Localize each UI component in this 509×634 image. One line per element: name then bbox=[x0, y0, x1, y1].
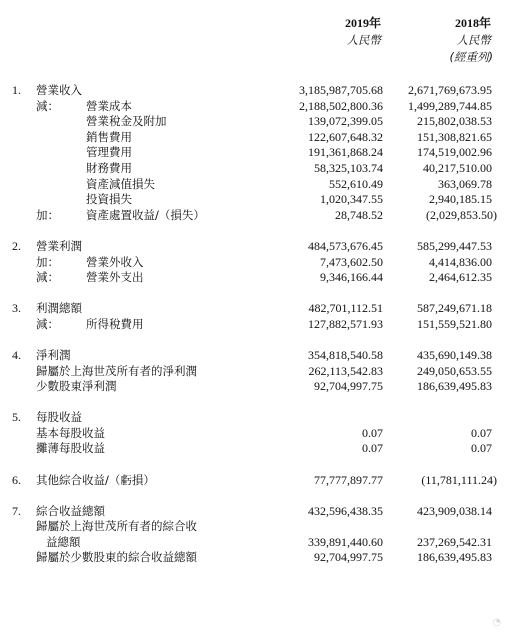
row-label: 資產減值損失 bbox=[86, 176, 155, 191]
value-2019: 339,891,440.60 bbox=[308, 534, 383, 549]
value-2018: 423,909,038.14 bbox=[417, 503, 492, 518]
row-prefix: 減： bbox=[36, 98, 59, 113]
value-2019: 2,188,502,800.36 bbox=[299, 98, 383, 113]
value-2018: 363,069.78 bbox=[438, 176, 492, 191]
value-2018: (11,781,111.24) bbox=[421, 472, 497, 487]
value-2019: 92,704,997.75 bbox=[314, 550, 383, 565]
value-2019: 1,020,347.55 bbox=[320, 192, 383, 207]
row-label: 銷售費用 bbox=[86, 129, 132, 144]
header-2019-currency: 人民幣 bbox=[346, 33, 381, 47]
row-label: 投資損失 bbox=[86, 192, 132, 207]
section-number: 2. bbox=[12, 238, 21, 253]
section-number: 6. bbox=[12, 472, 21, 487]
value-2018: 186,639,495.83 bbox=[417, 379, 492, 394]
value-2019: 28,748.52 bbox=[335, 207, 383, 222]
value-2018: 186,639,495.83 bbox=[417, 550, 492, 565]
value-2019: 262,113,542.83 bbox=[308, 363, 383, 378]
row-label: 營業外收入 bbox=[86, 254, 144, 269]
row-label: 基本每股收益 bbox=[36, 425, 105, 440]
row-label: 營業成本 bbox=[86, 98, 132, 113]
row-prefix: 減： bbox=[36, 316, 59, 331]
value-2019: 482,701,112.51 bbox=[308, 301, 383, 316]
row-label: 營業收入 bbox=[36, 83, 82, 97]
value-2019: 122,607,648.32 bbox=[308, 129, 383, 144]
row-label: 營業利潤 bbox=[36, 238, 82, 253]
row-label: 歸屬於少數股東的綜合收益總額 bbox=[36, 550, 197, 565]
value-2018: 215,802,038.53 bbox=[417, 114, 492, 129]
value-2019: 0.07 bbox=[362, 441, 383, 456]
header-2018-currency: 人民幣 bbox=[456, 33, 491, 47]
header-2018-restated-note: (經重列) bbox=[449, 50, 493, 64]
row-label: 管理費用 bbox=[86, 145, 132, 160]
row-label: 財務費用 bbox=[86, 161, 132, 175]
value-2019: 191,361,868.24 bbox=[308, 145, 383, 160]
value-2019: 432,596,438.35 bbox=[308, 503, 383, 518]
value-2019: 354,818,540.58 bbox=[308, 347, 383, 362]
row-label: 資產處置收益/（損失） bbox=[86, 207, 205, 222]
value-2019: 77,777,897.77 bbox=[314, 472, 383, 487]
section-number: 3. bbox=[12, 301, 21, 316]
row-label: 營業稅金及附加 bbox=[86, 114, 167, 129]
value-2018: 4,414,836.00 bbox=[429, 254, 492, 269]
section-number: 7. bbox=[12, 503, 21, 518]
value-2019: 7,473,602.50 bbox=[320, 254, 383, 269]
row-prefix: 減： bbox=[36, 270, 59, 285]
row-label: 淨利潤 bbox=[36, 347, 71, 362]
row-prefix: 加： bbox=[36, 254, 59, 269]
row-label: 其他綜合收益/（虧損） bbox=[36, 472, 155, 487]
header-2019-year: 2019年 bbox=[344, 16, 381, 30]
value-2018: 0.07 bbox=[471, 441, 492, 456]
value-2019: 127,882,571.93 bbox=[308, 316, 383, 331]
watermark-icon: ◔ bbox=[492, 617, 501, 628]
row-label: 歸屬於上海世茂所有者的淨利潤 bbox=[36, 363, 197, 378]
section-number: 5. bbox=[12, 410, 21, 425]
value-2018: 249,050,653.55 bbox=[417, 363, 492, 378]
value-2018: 2,464,612.35 bbox=[429, 270, 492, 285]
row-prefix: 加： bbox=[36, 207, 59, 222]
row-label: 所得稅費用 bbox=[86, 316, 144, 331]
row-label: 攤薄每股收益 bbox=[36, 441, 105, 456]
value-2019: 58,325,103.74 bbox=[314, 161, 383, 175]
row-label: 益總額 bbox=[46, 534, 81, 549]
value-2019: 0.07 bbox=[362, 425, 383, 440]
value-2018: 237,269,542.31 bbox=[417, 534, 492, 549]
value-2019: 139,072,399.05 bbox=[308, 114, 383, 129]
section-number: 4. bbox=[12, 347, 21, 362]
value-2018: 40,217,510.00 bbox=[423, 161, 492, 175]
row-label: 歸屬於上海世茂所有者的綜合收 bbox=[36, 519, 197, 534]
value-2018: 587,249,671.18 bbox=[417, 301, 492, 316]
row-label: 少數股東淨利潤 bbox=[36, 379, 117, 394]
value-2019: 552,610.49 bbox=[329, 176, 383, 191]
row-label: 營業外支出 bbox=[86, 270, 144, 285]
value-2019: 3,185,987,705.68 bbox=[299, 83, 383, 97]
value-2018: 1,499,289,744.85 bbox=[408, 98, 492, 113]
value-2018: 174,519,002.96 bbox=[417, 145, 492, 160]
row-label: 利潤總額 bbox=[36, 301, 82, 316]
row-label: 每股收益 bbox=[36, 410, 82, 425]
value-2018: 2,940,185.15 bbox=[429, 192, 492, 207]
value-2018: (2,029,853.50) bbox=[426, 207, 497, 222]
row-label: 綜合收益總額 bbox=[36, 503, 105, 518]
value-2019: 484,573,676.45 bbox=[308, 238, 383, 253]
value-2019: 9,346,166.44 bbox=[320, 270, 383, 285]
value-2018: 435,690,149.38 bbox=[417, 347, 492, 362]
section-number: 1. bbox=[12, 83, 21, 97]
value-2018: 585,299,447.53 bbox=[417, 238, 492, 253]
value-2018: 2,671,769,673.95 bbox=[408, 83, 492, 97]
header-2018-year: 2018年 bbox=[454, 16, 491, 30]
value-2019: 92,704,997.75 bbox=[314, 379, 383, 394]
value-2018: 0.07 bbox=[471, 425, 492, 440]
value-2018: 151,308,821.65 bbox=[417, 129, 492, 144]
value-2018: 151,559,521.80 bbox=[417, 316, 492, 331]
